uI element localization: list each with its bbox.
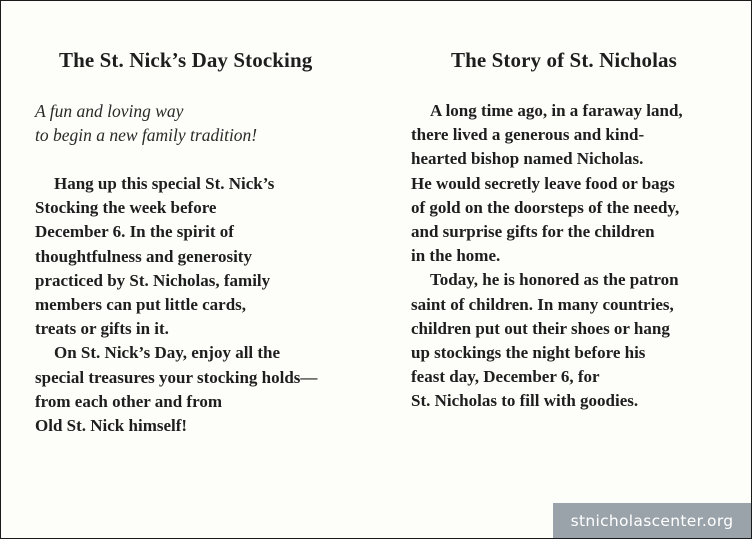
story-title: The Story of St. Nicholas [451, 48, 677, 72]
stocking-title: The St. Nick’s Day Stocking [59, 48, 313, 72]
body-line: children put out their shoes or hang [411, 318, 670, 338]
body-line: saint of children. In many countries, [411, 294, 674, 314]
body-line: from each other and from [35, 391, 222, 411]
body-line: special treasures your stocking holds— [35, 367, 318, 387]
body-line: Old St. Nick himself! [35, 416, 188, 436]
body-line: members can put little cards, [35, 295, 247, 315]
subtitle-line: A fun and loving way [35, 101, 184, 121]
body-line: of gold on the doorsteps of the needy, [411, 197, 680, 217]
body-line: Stocking the week before [35, 198, 217, 218]
body-line: practiced by St. Nicholas, family [35, 270, 271, 290]
watermark: stnicholascenter.org [553, 503, 751, 538]
body-line: He would secretly leave food or bags [411, 173, 675, 193]
body-line: On St. Nick’s Day, enjoy all the [54, 343, 281, 363]
body-line: thoughtfulness and generosity [35, 246, 252, 266]
body-line: in the home. [411, 246, 501, 266]
body-line: and surprise gifts for the children [411, 222, 655, 242]
body-line: hearted bishop named Nicholas. [411, 149, 644, 169]
body-line: feast day, December 6, for [411, 367, 600, 387]
story-body [411, 99, 683, 414]
stocking-subtitle [35, 99, 257, 147]
subtitle-line: to begin a new family tradition! [35, 125, 258, 145]
body-line: December 6. In the spirit of [35, 222, 234, 242]
stocking-body [35, 172, 317, 438]
body-line: treats or gifts in it. [35, 319, 169, 339]
body-line: St. Nicholas to fill with goodies. [411, 391, 639, 411]
body-line: Today, he is honored as the patron [430, 270, 679, 290]
body-line: there lived a generous and kind- [411, 125, 645, 145]
body-line: Hang up this special St. Nick’s [54, 174, 275, 193]
body-line: up stockings the night before his [411, 343, 646, 363]
body-line: A long time ago, in a faraway land, [430, 101, 683, 120]
